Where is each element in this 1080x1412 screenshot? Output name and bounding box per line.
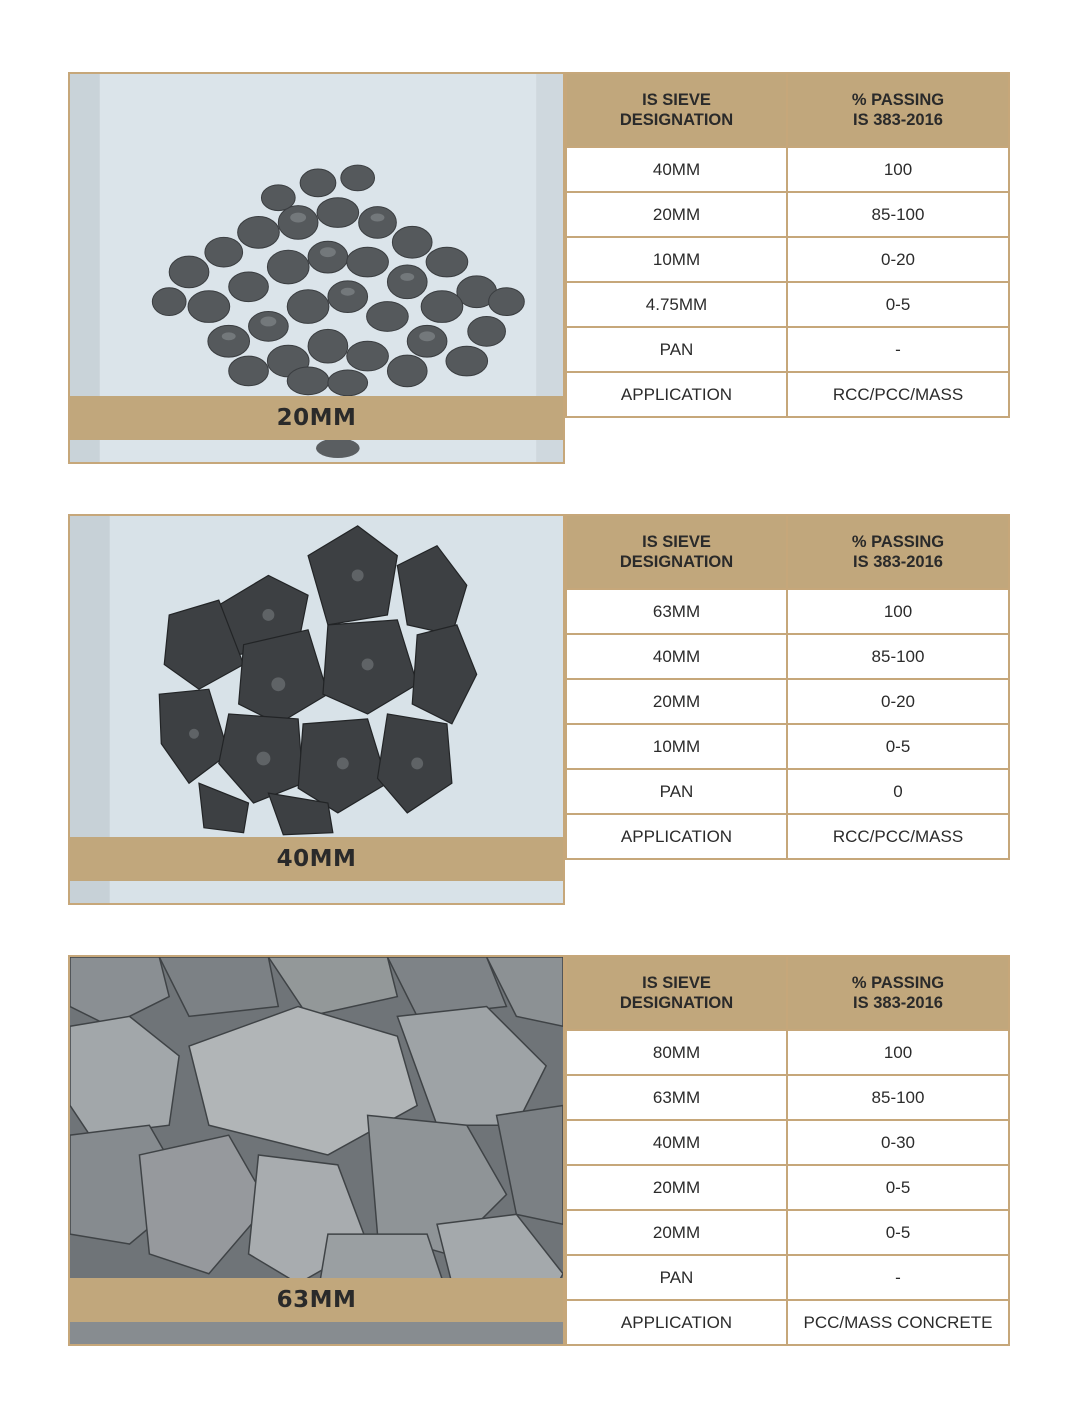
header-percent-passing: [787, 956, 1009, 1030]
application-value: RCC/PCC/MASS: [787, 814, 1009, 859]
aggregate-photo-63mm: [68, 955, 565, 1346]
sieve-cell: 40MM: [566, 634, 787, 679]
sieve-cell: 40MM: [566, 147, 787, 192]
table-row: [566, 634, 1009, 679]
size-caption: 40MM: [70, 837, 563, 881]
aggregate-photo-20mm: [68, 72, 565, 464]
header-text: IS 383-2016: [853, 111, 943, 129]
application-label: APPLICATION: [566, 372, 787, 417]
passing-cell: 0-5: [787, 282, 1009, 327]
application-row: [566, 1300, 1009, 1345]
table-row: [566, 237, 1009, 282]
aggregate-photo-40mm: [68, 514, 565, 905]
table-row: [566, 1210, 1009, 1255]
sieve-cell: 20MM: [566, 192, 787, 237]
aggregate-section-20mm: [68, 72, 1008, 464]
header-text: DESIGNATION: [619, 994, 734, 1012]
passing-cell: 0: [787, 769, 1009, 814]
size-caption: 63MM: [70, 1278, 563, 1322]
passing-cell: 0-5: [787, 724, 1009, 769]
sieve-cell: 63MM: [566, 589, 787, 634]
sieve-table: [565, 514, 1010, 860]
table-row: [566, 282, 1009, 327]
aggregate-section-63mm: [68, 955, 1008, 1346]
passing-cell: 0-5: [787, 1210, 1009, 1255]
header-sieve-designation: [566, 956, 787, 1030]
header-percent-passing: [787, 73, 1009, 147]
sieve-cell: 63MM: [566, 1075, 787, 1120]
header-text: % PASSING: [851, 533, 945, 551]
passing-cell: 100: [787, 1030, 1009, 1075]
sieve-table: [565, 72, 1010, 418]
sieve-cell: PAN: [566, 769, 787, 814]
sieve-cell: 40MM: [566, 1120, 787, 1165]
header-sieve-designation: [566, 73, 787, 147]
sieve-cell: 20MM: [566, 679, 787, 724]
passing-cell: -: [787, 327, 1009, 372]
sieve-table: [565, 955, 1010, 1346]
passing-cell: 85-100: [787, 1075, 1009, 1120]
table-row: [566, 1075, 1009, 1120]
passing-cell: 0-5: [787, 1165, 1009, 1210]
header-text: IS SIEVE: [642, 974, 711, 992]
table-row: [566, 147, 1009, 192]
passing-cell: 100: [787, 589, 1009, 634]
sieve-cell: 10MM: [566, 237, 787, 282]
table-header-row: [566, 956, 1009, 1030]
sieve-cell: 10MM: [566, 724, 787, 769]
header-text: IS SIEVE: [642, 533, 711, 551]
aggregate-section-40mm: [68, 514, 1008, 905]
table-row: [566, 1030, 1009, 1075]
header-sieve-designation: [566, 515, 787, 589]
table-row: [566, 589, 1009, 634]
header-text: IS SIEVE: [642, 91, 711, 109]
table-row: [566, 679, 1009, 724]
table-row: [566, 192, 1009, 237]
passing-cell: 85-100: [787, 192, 1009, 237]
passing-cell: 0-30: [787, 1120, 1009, 1165]
sieve-cell: PAN: [566, 1255, 787, 1300]
header-text: % PASSING: [851, 91, 945, 109]
application-row: [566, 814, 1009, 859]
table-row: [566, 724, 1009, 769]
sieve-cell: 20MM: [566, 1210, 787, 1255]
size-caption: 20MM: [70, 396, 563, 440]
passing-cell: 85-100: [787, 634, 1009, 679]
header-text: DESIGNATION: [619, 111, 734, 129]
application-value: RCC/PCC/MASS: [787, 372, 1009, 417]
application-value: PCC/MASS CONCRETE: [787, 1300, 1009, 1345]
table-row: [566, 769, 1009, 814]
passing-cell: -: [787, 1255, 1009, 1300]
header-text: DESIGNATION: [619, 553, 734, 571]
table-row: [566, 1120, 1009, 1165]
table-row: [566, 1165, 1009, 1210]
application-label: APPLICATION: [566, 1300, 787, 1345]
header-text: % PASSING: [851, 974, 945, 992]
table-row: [566, 1255, 1009, 1300]
sieve-cell: 4.75MM: [566, 282, 787, 327]
header-percent-passing: [787, 515, 1009, 589]
sieve-cell: 20MM: [566, 1165, 787, 1210]
sieve-cell: PAN: [566, 327, 787, 372]
passing-cell: 0-20: [787, 237, 1009, 282]
passing-cell: 100: [787, 147, 1009, 192]
application-label: APPLICATION: [566, 814, 787, 859]
table-header-row: [566, 515, 1009, 589]
header-text: IS 383-2016: [853, 553, 943, 571]
header-text: IS 383-2016: [853, 994, 943, 1012]
sieve-cell: 80MM: [566, 1030, 787, 1075]
table-row: [566, 327, 1009, 372]
application-row: [566, 372, 1009, 417]
passing-cell: 0-20: [787, 679, 1009, 724]
table-header-row: [566, 73, 1009, 147]
